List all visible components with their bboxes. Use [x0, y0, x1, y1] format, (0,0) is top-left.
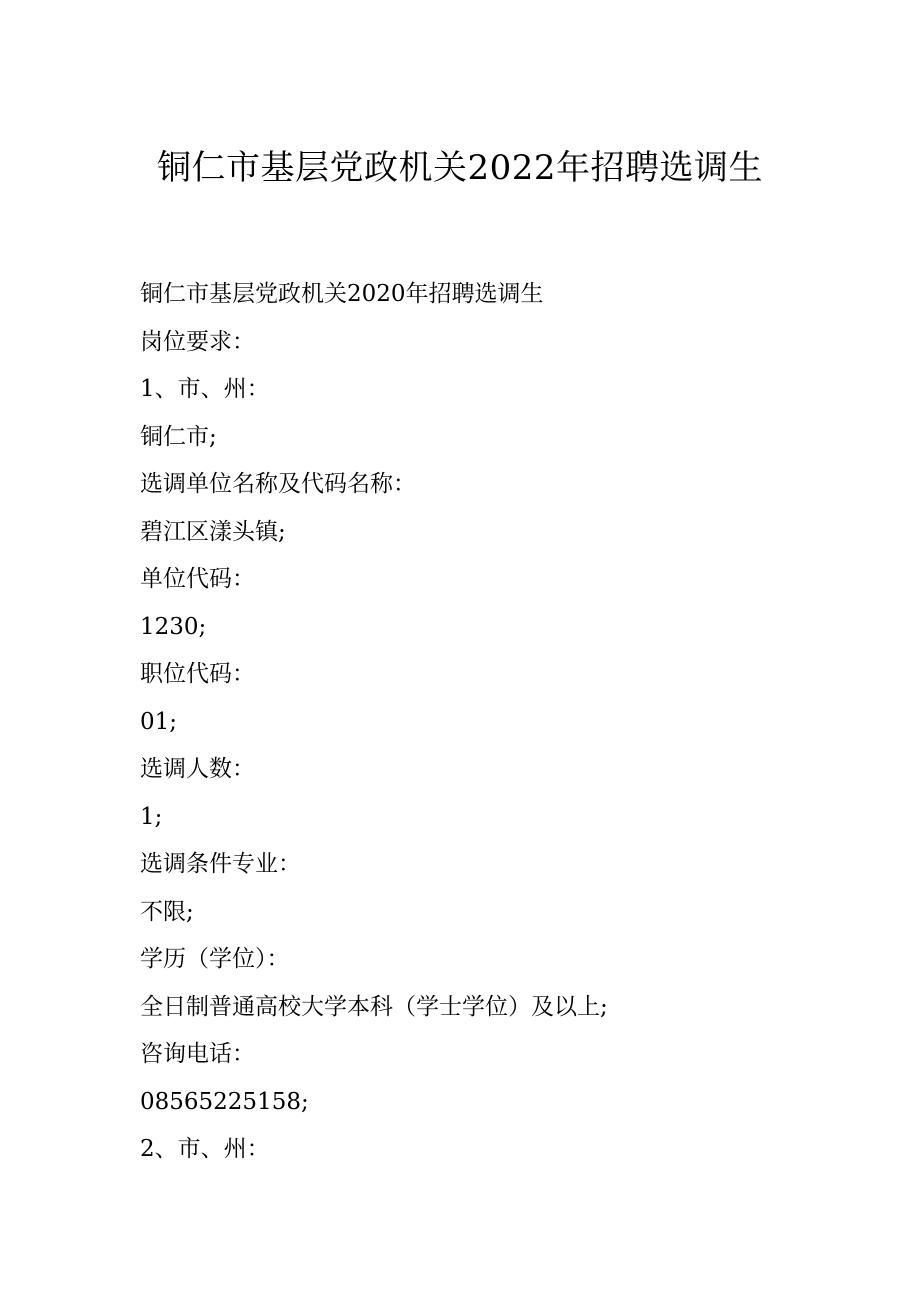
- education-label: 学历（学位）：: [140, 946, 290, 972]
- position-code-label: 职位代码：: [140, 661, 255, 687]
- phone-label: 咨询电话：: [140, 1041, 255, 1067]
- document-title: 铜仁市基层党政机关2022年招聘选调生: [156, 148, 764, 188]
- document-body: [140, 271, 860, 1174]
- city-value: 铜仁市;: [140, 423, 217, 450]
- unit-code-label: 单位代码：: [140, 566, 255, 592]
- subtitle-line: 铜仁市基层党政机关2020年招聘选调生: [140, 281, 544, 307]
- position-code-value: 01;: [140, 708, 178, 735]
- major-requirement-label: 选调条件专业：: [140, 851, 301, 877]
- major-requirement-value: 不限;: [140, 898, 194, 925]
- unit-name-value: 碧江区漾头镇;: [140, 518, 286, 545]
- headcount-value: 1;: [140, 803, 163, 830]
- phone-value: 08565225158;: [140, 1088, 309, 1115]
- unit-code-value: 1230;: [140, 613, 207, 640]
- education-value: 全日制普通高校大学本科（学士学位）及以上;: [140, 993, 608, 1020]
- section-heading-requirements: 岗位要求：: [140, 328, 255, 355]
- unit-name-label: 选调单位名称及代码名称：: [140, 471, 416, 497]
- headcount-label: 选调人数：: [140, 756, 255, 782]
- item-2-city-label: 2、市、州：: [140, 1136, 270, 1162]
- item-1-city-label: 1、市、州：: [140, 376, 270, 402]
